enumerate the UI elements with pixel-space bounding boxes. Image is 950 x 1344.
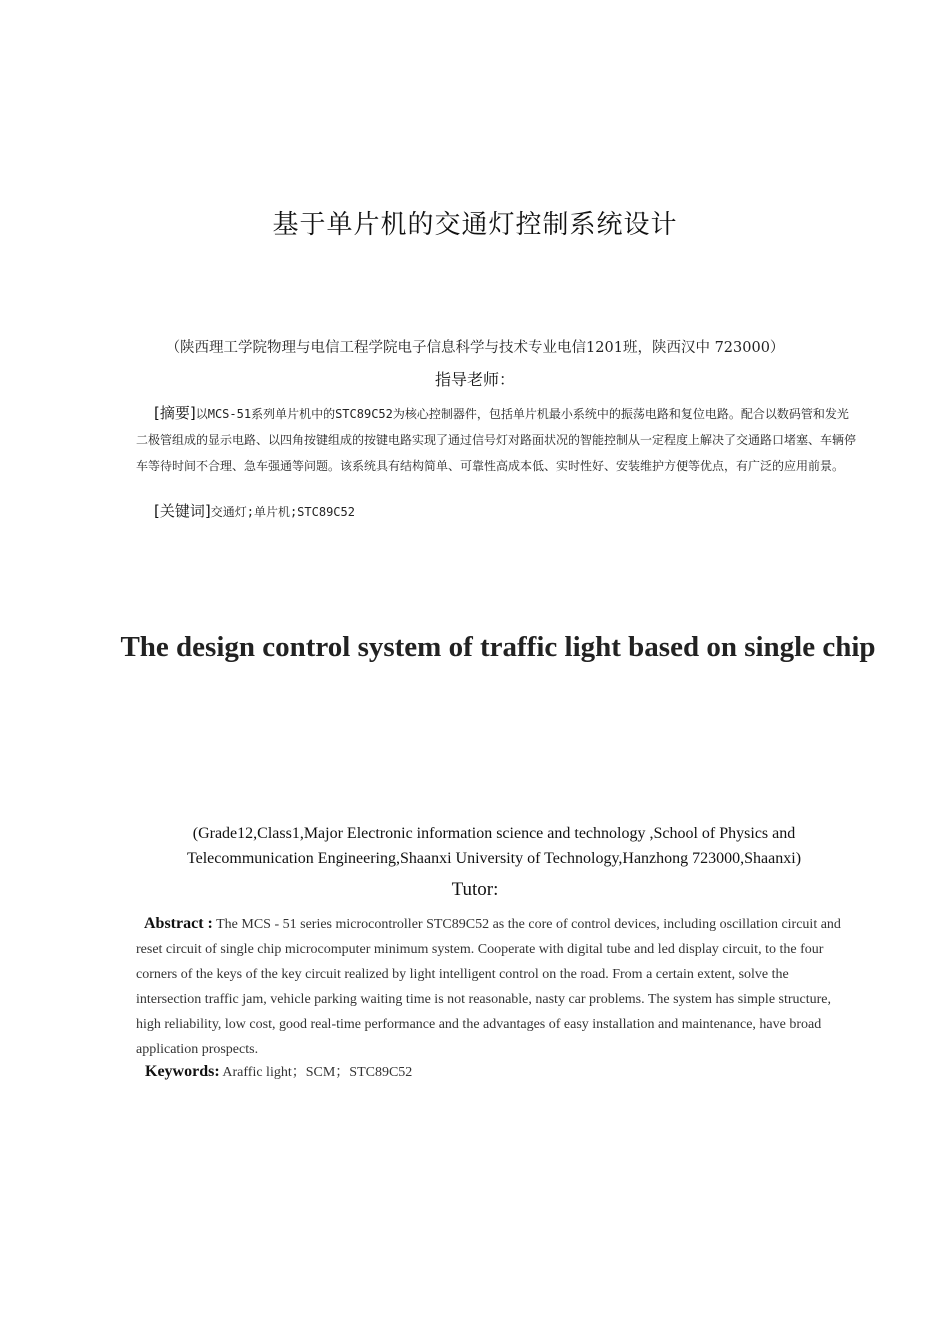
- english-abstract-label: Abstract :: [144, 915, 213, 932]
- chinese-title: 基于单片机的交通灯控制系统设计: [272, 210, 678, 240]
- chinese-abstract-text: 以MCS-51系列单片机中的STC89C52为核心控制器件，包括单片机最小系统中的振荡电路和复位电路。配合以数码管和发光二极管组成的显示电路、以四角按键组成的按键电路实现了通过信号灯对路面状况的智能控制从一定程度上解决了交通路口堵塞、车辆停车等待时间不合理、急车强通等问题。该系统具有结构简单、可靠性高成本低、实时性好、安装维护方便等优点，有广泛的应用前景。: [136, 407, 857, 473]
- chinese-abstract: [136, 400, 860, 479]
- english-tutor: Tutor:: [451, 879, 499, 900]
- chinese-tutor: 指导老师：: [434, 370, 515, 389]
- english-abstract: [136, 911, 852, 1062]
- english-affiliation: (Grade12,Class1,Major Electronic information science and technology ,School of Physics and Telecommunication Engineering,Shaanxi University of Technology,Hanzhong 723000,Shaanxi): [186, 825, 802, 867]
- chinese-abstract-label: [摘要]: [154, 404, 196, 422]
- english-keywords-label: Keywords:: [145, 1063, 220, 1080]
- english-abstract-text: The MCS - 51 series microcontroller STC89C52 as the core of control devices, including oscillation circuit and reset circuit of single chip microcomputer minimum system. Cooperate with digital tube and led display circuit, to the four corners of the keys of the key circuit realized by light intelligent control on the road. From a certain extent, solve the intersection traffic jam, vehicle parking waiting time is not reasonable, nasty car problems. The system has simple structure, high reliability, low cost, good real-time performance and the advantages of easy installation and maintenance, have broad application prospects.: [136, 917, 841, 1057]
- chinese-keywords-text: 交通灯;单片机;STC89C52: [210, 505, 355, 519]
- chinese-affiliation: （陕西理工学院物理与电信工程学院电子信息科学与技术专业电信1201班，陕西汉中 723000）: [165, 340, 785, 356]
- english-title: The design control system of traffic light based on single chip: [120, 631, 876, 663]
- english-keywords: [145, 1061, 412, 1081]
- chinese-keywords-label: [关键词]: [154, 502, 211, 520]
- english-keywords-text: Araffic light；SCM；STC89C52: [222, 1065, 413, 1080]
- chinese-keywords: [154, 500, 355, 521]
